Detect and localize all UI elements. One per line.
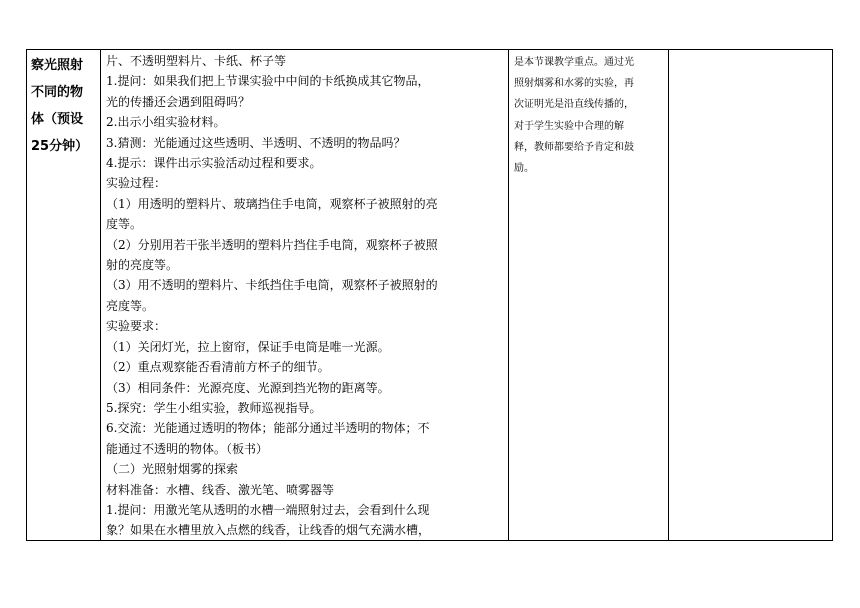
content-line: 亮度等。 bbox=[106, 298, 155, 313]
content-line: 1.提问：如果我们把上节课实验中中间的卡纸换成其它物品， bbox=[106, 74, 430, 89]
content-line: 2.出示小组实验材料。 bbox=[106, 115, 226, 130]
content-line: （3）用不透明的塑料片、卡纸挡住手电筒，观察杯子被照射的 bbox=[106, 278, 438, 293]
activity-text bbox=[106, 51, 508, 541]
note-line: 对于学生实验中合理的解 bbox=[514, 120, 624, 132]
activity-cell bbox=[101, 50, 509, 540]
note-line: 是本节课教学重点。通过光 bbox=[514, 57, 634, 68]
content-line: （2）重点观察能否看清前方杯子的细节。 bbox=[106, 360, 330, 375]
note-line: 次证明光是沿直线传播的， bbox=[514, 99, 634, 111]
content-line: 实验过程： bbox=[106, 176, 167, 191]
topic-line: 体（预设 bbox=[31, 112, 84, 127]
topic-text bbox=[31, 52, 100, 160]
content-line: （2）分别用若干张半透明的塑料片挡住手电筒，观察杯子被照 bbox=[106, 237, 438, 252]
content-line: 象？如果在水槽里放入点燃的线香，让线香的烟气充满水槽， bbox=[106, 523, 431, 538]
content-line: （1）用透明的塑料片、玻璃挡住手电筒，观察杯子被照射的亮 bbox=[106, 196, 438, 211]
content-line: 实验要求： bbox=[106, 319, 167, 334]
empty-cell bbox=[669, 50, 832, 540]
note-line: 照射烟雾和水雾的实验，再 bbox=[514, 78, 634, 90]
content-line: 材料准备：水槽、线香、激光笔、喷雾器等 bbox=[106, 482, 335, 497]
content-line: （二）光照射烟雾的探索 bbox=[106, 462, 239, 477]
topic-line: 察光照射 bbox=[31, 58, 84, 73]
design-note-cell bbox=[509, 50, 669, 540]
lesson-table bbox=[26, 49, 833, 541]
content-line: （3）相同条件：光源亮度、光源到挡光物的距离等。 bbox=[106, 380, 390, 395]
content-line: 6.交流：光能通过透明的物体；能部分通过半透明的物体；不 bbox=[106, 421, 430, 436]
content-line: 片、不透明塑料片、卡纸、杯子等 bbox=[106, 54, 287, 68]
note-line: 释，教师都要给予肯定和鼓 bbox=[514, 141, 634, 153]
content-line: 5.探究：学生小组实验，教师巡视指导。 bbox=[106, 400, 322, 415]
topic-line: 不同的物 bbox=[31, 85, 84, 100]
content-line: 1.提问：用激光笔从透明的水槽一端照射过去，会看到什么现 bbox=[106, 502, 430, 517]
content-line: 能通过不透明的物体。（板书） bbox=[106, 441, 269, 456]
content-line: 光的传播还会遇到阻碍吗？ bbox=[106, 94, 251, 109]
topic-line: 25分钟） bbox=[31, 139, 89, 154]
topic-cell bbox=[27, 50, 101, 540]
content-line: 4.提示：课件出示实验活动过程和要求。 bbox=[106, 156, 322, 171]
content-line: （1）关闭灯光，拉上窗帘，保证手电筒是唯一光源。 bbox=[106, 339, 390, 354]
content-line: 射的亮度等。 bbox=[106, 258, 179, 273]
content-line: 度等。 bbox=[106, 217, 143, 232]
design-note-text bbox=[514, 52, 663, 179]
content-line: 3.猜测：光能通过这些透明、半透明、不透明的物品吗？ bbox=[106, 135, 406, 150]
note-line: 励。 bbox=[514, 163, 534, 175]
